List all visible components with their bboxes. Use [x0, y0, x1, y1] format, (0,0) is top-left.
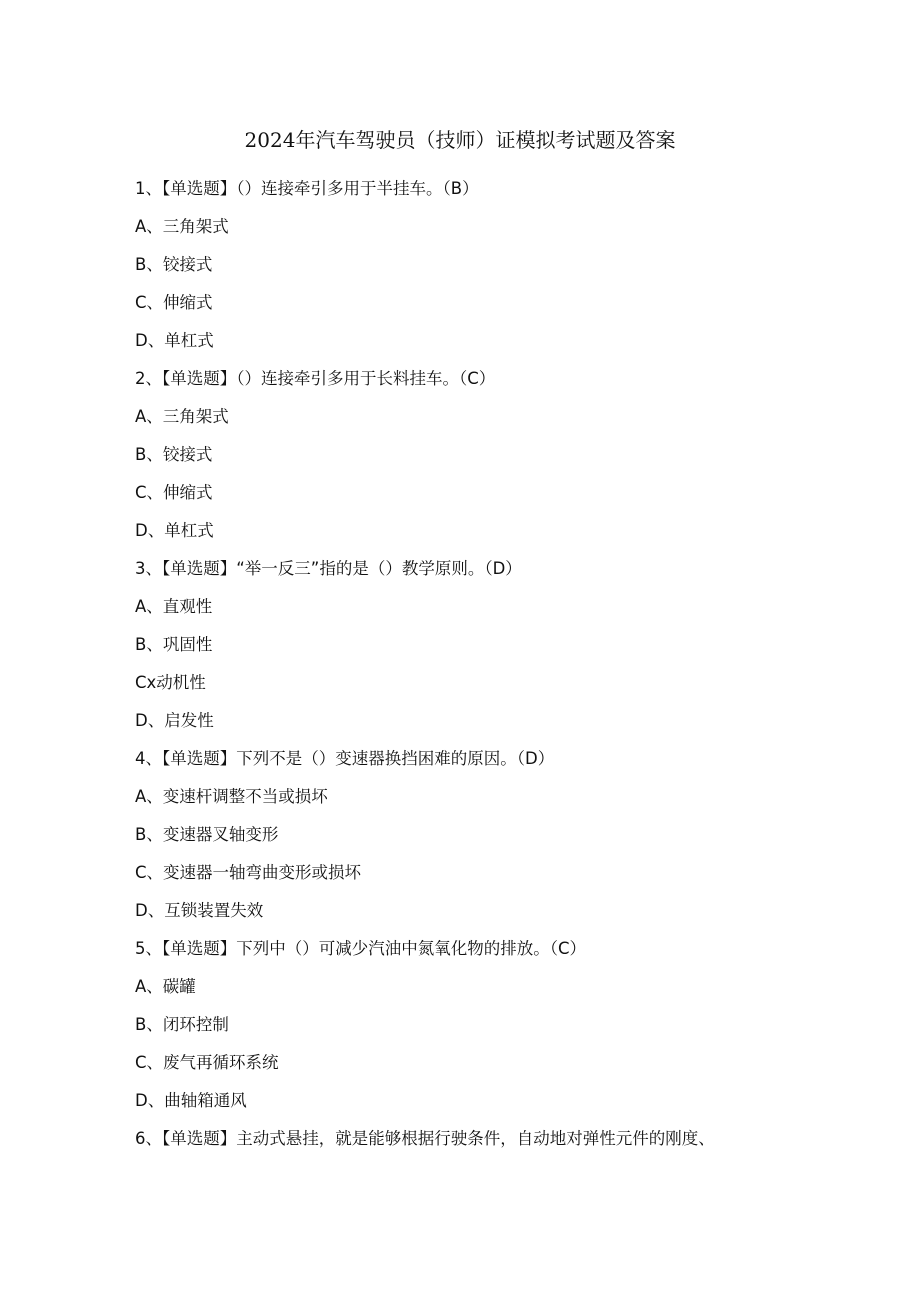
question-4-option-a: A、变速杆调整不当或损坏: [135, 787, 328, 806]
question-5-option-d: D、曲轴箱通风: [135, 1091, 247, 1110]
question-3-option-a: A、直观性: [135, 597, 213, 616]
question-5-option-a: A、碳罐: [135, 977, 196, 996]
question-5-option-b: B、闭环控制: [135, 1015, 229, 1034]
question-3-option-c: Cx动机性: [135, 673, 206, 692]
question-1-option-c: C、伸缩式: [135, 293, 213, 312]
question-2-text: 2、【单选题】（）连接牵引多用于长料挂车。（C）: [135, 369, 496, 388]
question-5-text: 5、【单选题】下列中（）可减少汽油中氮氧化物的排放。（C）: [135, 939, 587, 958]
question-4-option-c: C、变速器一轴弯曲变形或损坏: [135, 863, 362, 882]
question-1-option-d: D、单杠式: [135, 331, 214, 350]
question-2-option-c: C、伸缩式: [135, 483, 213, 502]
question-3-text: 3、【单选题】“举一反三”指的是（）教学原则。（D）: [135, 559, 522, 578]
question-3-option-d: D、启发性: [135, 711, 214, 730]
question-2-option-d: D、单杠式: [135, 521, 214, 540]
document-title: 2024年汽车驾驶员（技师）证模拟考试题及答案: [244, 128, 676, 152]
question-2-option-a: A、三角架式: [135, 407, 229, 426]
question-1-text: 1、【单选题】（）连接牵引多用于半挂车。（B）: [135, 179, 479, 198]
question-5-option-c: C、废气再循环系统: [135, 1053, 279, 1072]
question-4-text: 4、【单选题】下列不是（）变速器换挡困难的原因。（D）: [135, 749, 555, 768]
question-1-option-a: A、三角架式: [135, 217, 229, 236]
question-3-option-b: B、巩固性: [135, 635, 213, 654]
question-2-option-b: B、铰接式: [135, 445, 213, 464]
question-6-text: 6、【单选题】主动式悬挂，就是能够根据行驶条件，自动地对弹性元件的刚度、: [135, 1129, 715, 1148]
question-4-option-d: D、互锁装置失效: [135, 901, 264, 920]
question-1-option-b: B、铰接式: [135, 255, 213, 274]
question-4-option-b: B、变速器叉轴变形: [135, 825, 279, 844]
